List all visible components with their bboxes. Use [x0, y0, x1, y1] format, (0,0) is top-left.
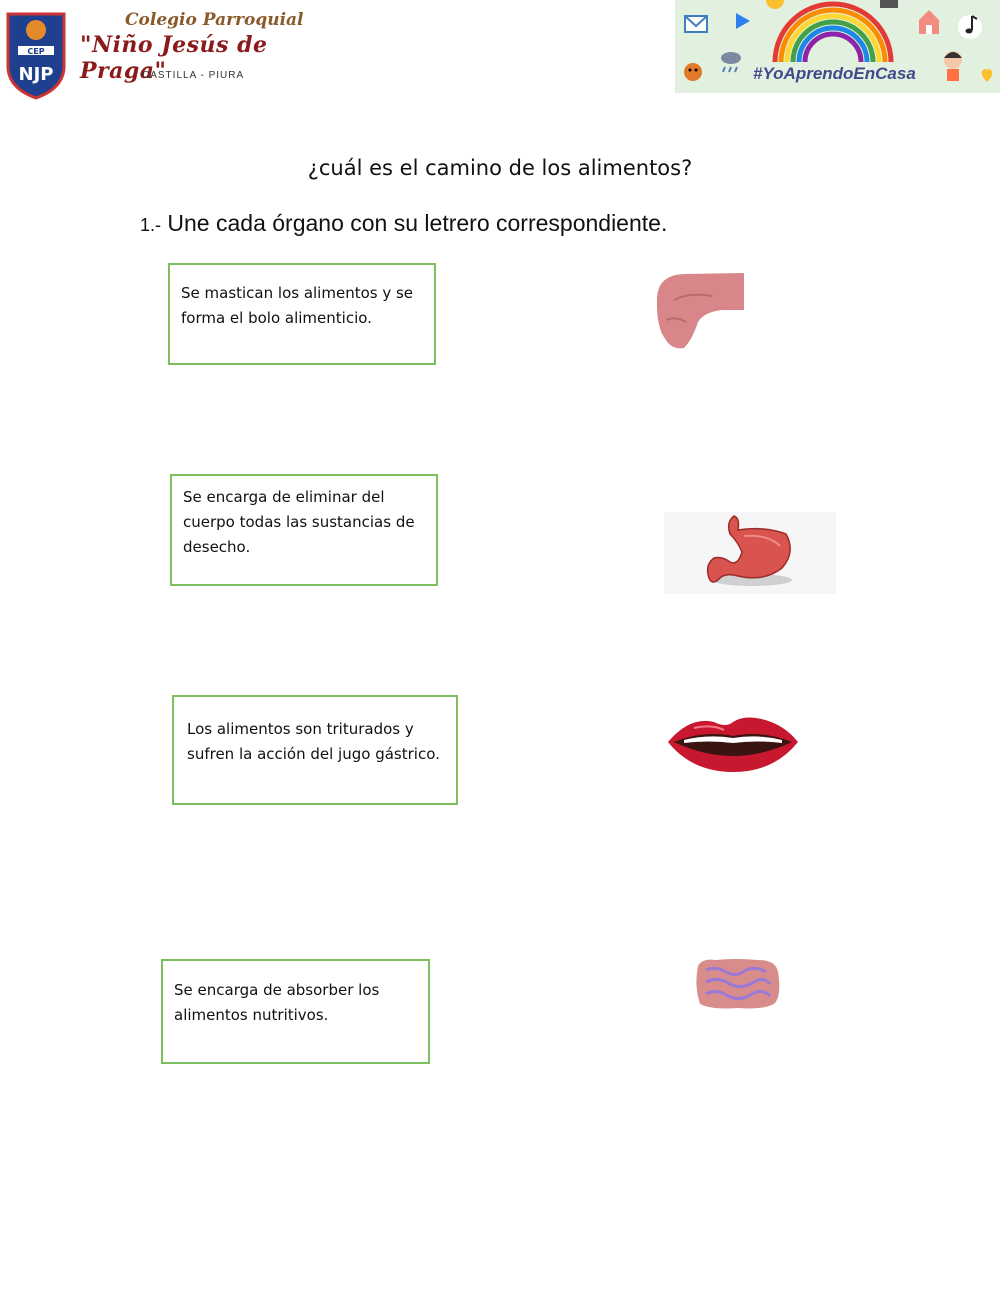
aprendo-en-casa-banner — [675, 0, 1000, 93]
page-title: ¿cuál es el camino de los alimentos? — [307, 156, 693, 180]
instruction-number: 1.- — [140, 215, 162, 235]
label-card-4[interactable] — [161, 959, 430, 1064]
label-card-text: Los alimentos son triturados y sufren la acción del jugo gástrico. — [187, 720, 440, 763]
music-note-icon — [958, 15, 982, 39]
crest-letters: NJP — [18, 64, 54, 85]
label-card-2[interactable] — [170, 474, 438, 586]
stomach-image[interactable] — [664, 512, 836, 594]
school-logo — [0, 2, 310, 102]
label-card-text: Se encarga de eliminar del cuerpo todas las sustancias de desecho. — [183, 488, 415, 556]
school-name-line2: "Niño Jesús de Praga" — [80, 32, 268, 84]
sun-icon — [766, 0, 784, 9]
dog-icon — [684, 63, 702, 81]
rain-cloud-icon — [721, 52, 741, 72]
small-intestine-image[interactable] — [692, 956, 782, 1012]
crest-text: CEP — [27, 47, 45, 56]
heart-icon — [982, 69, 993, 82]
box-icon — [880, 0, 898, 8]
school-crest-icon — [4, 8, 68, 100]
instruction — [140, 210, 667, 237]
school-location: CASTILLA - PIURA — [142, 70, 245, 81]
play-icon — [736, 13, 750, 29]
rainbow-icon — [775, 4, 891, 62]
label-card-3[interactable] — [172, 695, 458, 805]
instruction-text: Une cada órgano con su letrero correspondiente. — [161, 210, 668, 236]
child-icon — [944, 51, 962, 81]
label-card-text: Se mastican los alimentos y se forma el bolo alimenticio. — [181, 284, 414, 327]
house-icon — [919, 10, 939, 34]
label-card-1[interactable] — [168, 263, 436, 365]
mail-icon — [685, 16, 707, 32]
mouth-image[interactable] — [664, 710, 802, 774]
banner-hashtag: #YoAprendoEnCasa — [753, 64, 916, 83]
school-name-line1: Colegio Parroquial — [125, 10, 304, 30]
label-card-text: Se encarga de absorber los alimentos nutritivos. — [174, 981, 380, 1024]
large-intestine-image[interactable] — [652, 270, 747, 352]
